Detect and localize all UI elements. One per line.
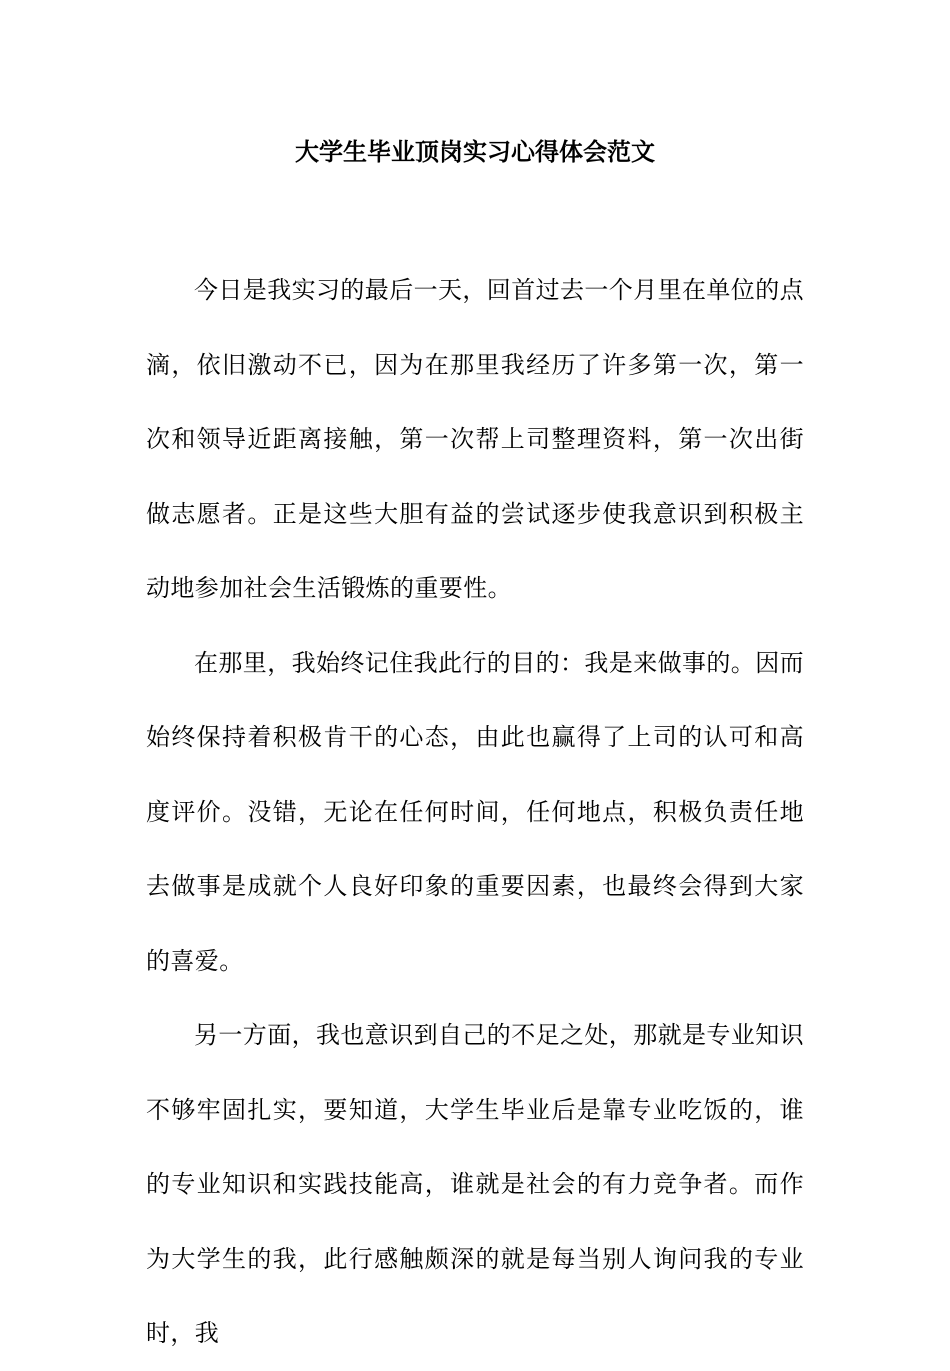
paragraph-2: 在那里，我始终记住我此行的目的：我是来做事的。因而始终保持着积极肯干的心态，由此也赢得了上司的认可和高度评价。没错，无论在任何时间，任何地点，积极负责任地去做事是成就个人良好印象的重要因素，也最终会得到大家的喜爱。 — [146, 648, 804, 975]
document-body — [146, 253, 804, 1371]
paragraph-1: 今日是我实习的最后一天，回首过去一个月里在单位的点滴，依旧激动不已，因为在那里我经历了许多第一次，第一次和领导近距离接触，第一次帮上司整理资料，第一次出街做志愿者。正是这些大胆有益的尝试逐步使我意识到积极主动地参加社会生活锻炼的重要性。 — [146, 276, 804, 602]
document-title: 大学生毕业顶岗实习心得体会范文 — [295, 137, 655, 166]
paragraph-3: 另一方面，我也意识到自己的不足之处，那就是专业知识不够牢固扎实，要知道，大学生毕业后是靠专业吃饭的，谁的专业知识和实践技能高，谁就是社会的有力竞争者。而作为大学生的我，此行感触颇深的就是每当别人询问我的专业时，我 — [146, 1021, 804, 1347]
